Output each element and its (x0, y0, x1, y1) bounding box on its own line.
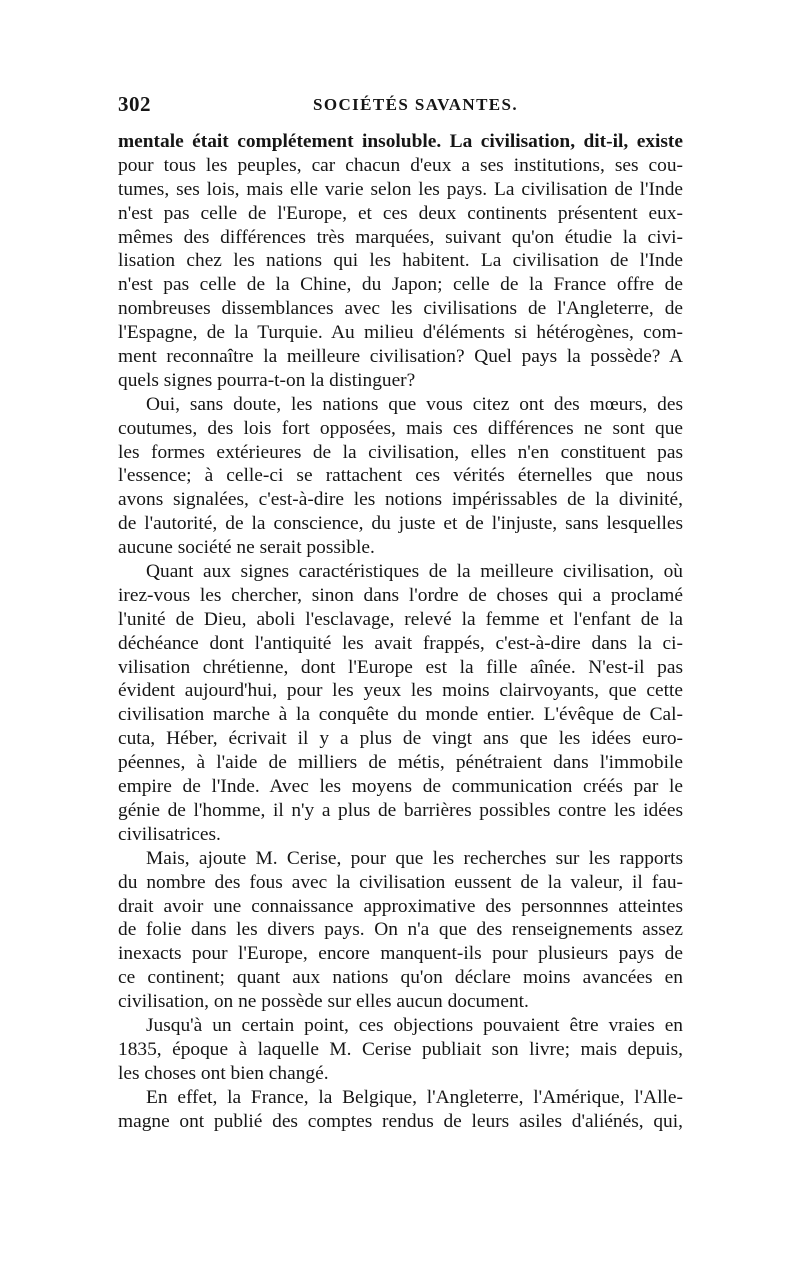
text-line: vilisation chrétienne, dont l'Europe est la fille aînée. N'est-il pas (118, 656, 683, 678)
text-line: les formes extérieures de la civilisation, elles n'en constituent pas (118, 441, 683, 463)
text-line: aucune société ne serait possible. (118, 537, 375, 559)
body-text (118, 130, 683, 1133)
text-line: déchéance dont l'antiquité les avait frappés, c'est-à-dire dans la ci- (118, 632, 683, 654)
text-line: n'est pas celle de l'Europe, et ces deux continents présentent eux- (118, 202, 683, 224)
running-title: SOCIÉTÉS SAVANTES. (313, 95, 519, 114)
text-line: ment reconnaître la meilleure civilisation? Quel pays la possède? A (118, 346, 683, 368)
text-line: 1835, époque à laquelle M. Cerise publiait son livre; mais depuis, (118, 1038, 683, 1060)
text-line: l'Espagne, de la Turquie. Au milieu d'éléments si hétérogènes, com- (118, 322, 683, 344)
text-line: génie de l'homme, il n'y a plus de barrières possibles contre les idées (118, 799, 683, 821)
text-line: drait avoir une connaissance approximative des personnnes atteintes (118, 895, 683, 917)
page-number: 302 (118, 92, 151, 116)
text-line: évident aujourd'hui, pour les yeux les moins clairvoyants, que cette (118, 680, 683, 702)
text-line: mentale était complétement insoluble. La civilisation, dit-il, existe (118, 131, 683, 152)
text-line: quels signes pourra-t-on la distinguer? (118, 369, 416, 391)
text-line: Quant aux signes caractéristiques de la meilleure civilisation, où (146, 561, 683, 583)
text-line: l'unité de Dieu, aboli l'esclavage, relevé la femme et l'enfant de la (118, 608, 683, 630)
text-line: pour tous les peuples, car chacun d'eux a ses institutions, ses cou- (118, 154, 683, 176)
text-line: de l'autorité, de la conscience, du juste et de l'injuste, sans lesquelles (118, 513, 683, 535)
text-line: mêmes des différences très marquées, suivant qu'on étudie la civi- (118, 226, 683, 248)
text-line: tumes, ses lois, mais elle varie selon les pays. La civilisation de l'Inde (118, 178, 683, 200)
text-line: ce continent; quant aux nations qu'on déclare moins avancées en (118, 967, 683, 989)
running-head (118, 92, 683, 122)
text-line: civilisation, on ne possède sur elles aucun document. (118, 991, 529, 1013)
text-line: empire de l'Inde. Avec les moyens de communication créés par le (118, 776, 683, 798)
text-line: les choses ont bien changé. (118, 1062, 329, 1084)
text-line: coutumes, des lois fort opposées, mais ces différences ne sont que (118, 417, 683, 439)
text-line: civilisatrices. (118, 823, 221, 845)
text-line: n'est pas celle de la Chine, du Japon; celle de la France offre de (118, 274, 683, 296)
text-line: En effet, la France, la Belgique, l'Angleterre, l'Amérique, l'Alle- (146, 1086, 683, 1108)
text-line: Jusqu'à un certain point, ces objections pouvaient être vraies en (146, 1014, 683, 1036)
text-line: l'essence; à celle-ci se rattachent ces vérités éternelles que nous (118, 465, 683, 487)
text-line: de folie dans les divers pays. On n'a que des renseignements assez (118, 919, 683, 941)
text-line: civilisation marche à la conquête du monde entier. L'évêque de Cal- (118, 704, 683, 726)
text-line: Oui, sans doute, les nations que vous citez ont des mœurs, des (146, 393, 683, 415)
text-line: magne ont publié des comptes rendus de leurs asiles d'aliénés, qui, (118, 1110, 683, 1132)
text-line: du nombre des fous avec la civilisation eussent de la valeur, il fau- (118, 871, 683, 893)
text-line: péennes, à l'aide de milliers de métis, pénétraient dans l'immobile (118, 752, 683, 774)
text-line: Mais, ajoute M. Cerise, pour que les recherches sur les rapports (146, 847, 683, 869)
text-line: lisation chez les nations qui les habitent. La civilisation de l'Inde (118, 250, 683, 272)
text-line: irez-vous les chercher, sinon dans l'ordre de choses qui a proclamé (118, 584, 683, 606)
text-line: nombreuses dissemblances avec les civilisations de l'Angleterre, de (118, 298, 683, 320)
text-line: cuta, Héber, écrivait il y a plus de vingt ans que les idées euro- (118, 728, 683, 750)
text-line: inexacts pour l'Europe, encore manquent-ils pour plusieurs pays de (118, 943, 683, 965)
text-line: avons signalées, c'est-à-dire les notions impérissables de la divinité, (118, 489, 683, 511)
